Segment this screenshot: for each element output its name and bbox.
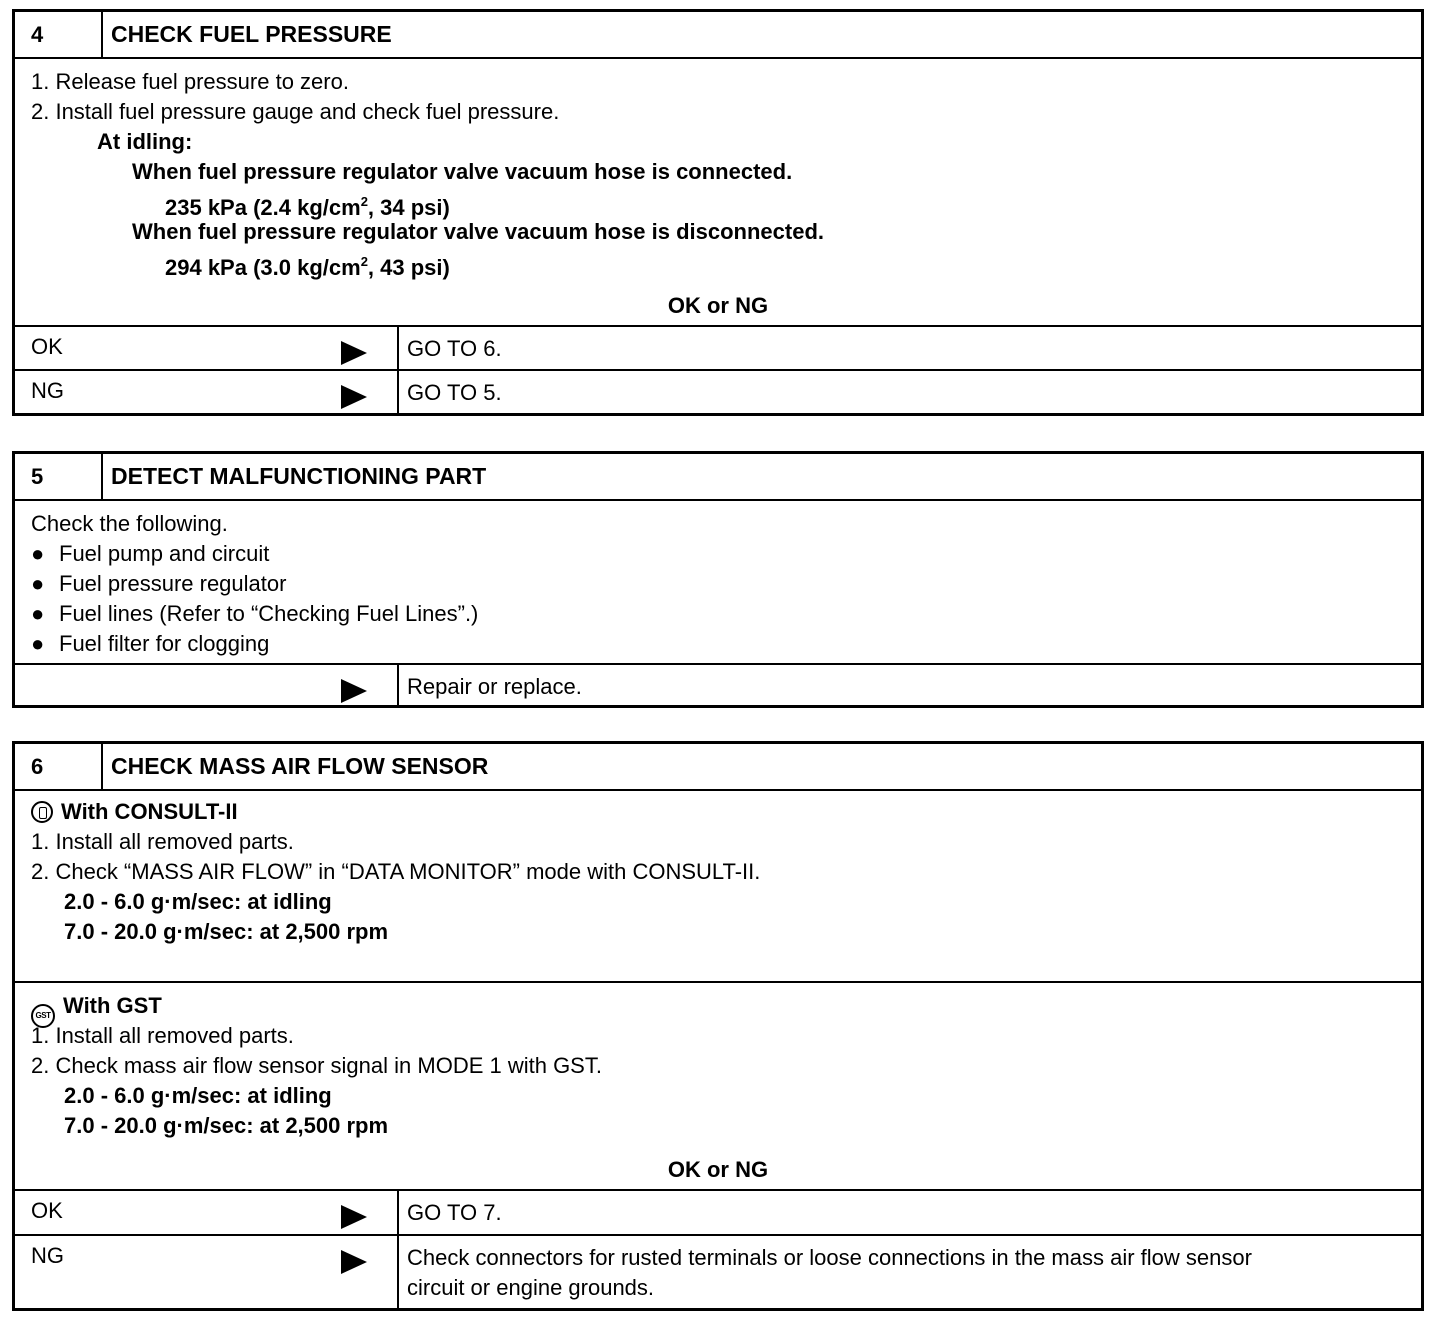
- list-item: ● Fuel pressure regulator: [31, 569, 286, 599]
- consult-heading: With CONSULT-II: [31, 797, 238, 827]
- instruction-line: 1. Release fuel pressure to zero.: [31, 69, 349, 94]
- result-action: GO TO 7.: [407, 1200, 502, 1225]
- ok-or-ng-label: OK or NG: [667, 1157, 769, 1182]
- result-row-ok: [15, 1189, 1421, 1234]
- step-title: CHECK FUEL PRESSURE: [111, 21, 392, 47]
- instruction-line: 2. Check “MASS AIR FLOW” in “DATA MONITOR” mode with CONSULT-II.: [31, 859, 761, 884]
- gst-heading: GST With GST: [31, 991, 162, 1028]
- result-action: GO TO 5.: [407, 380, 502, 405]
- result-label: OK: [15, 1191, 399, 1234]
- step-6-header: [15, 744, 1421, 791]
- result-label: NG: [15, 1236, 399, 1310]
- result-action: GO TO 6.: [407, 336, 502, 361]
- result-action: Check connectors for rusted terminals or loose connections in the mass air flow sensor circuit or engine grounds.: [407, 1245, 1252, 1300]
- arrow-right-icon: [341, 1250, 367, 1274]
- step-4-block: [12, 9, 1424, 416]
- instruction-line: 2. Install fuel pressure gauge and check fuel pressure.: [31, 99, 560, 124]
- instruction-line: 1. Install all removed parts.: [31, 829, 294, 854]
- arrow-right-icon: [341, 385, 367, 409]
- consult-tool-icon: [31, 801, 53, 823]
- step-number: 4: [15, 12, 103, 57]
- result-row-ng: [15, 1234, 1421, 1310]
- step-number: 5: [15, 454, 103, 499]
- step-5-block: [12, 451, 1424, 708]
- result-row-ok: [15, 325, 1421, 369]
- step-4-header: [15, 12, 1421, 59]
- section-divider: [15, 981, 1421, 983]
- instruction-line: 1. Install all removed parts.: [31, 1023, 294, 1048]
- step-title: CHECK MASS AIR FLOW SENSOR: [111, 753, 489, 779]
- spec-value: 2.0 - 6.0 g·m/sec: at idling: [64, 1083, 332, 1108]
- step-6-body: [15, 791, 1421, 1189]
- bullet-icon: ●: [31, 541, 45, 566]
- arrow-right-icon: [341, 1205, 367, 1229]
- step-5-body: [15, 501, 1421, 663]
- step-5-header: [15, 454, 1421, 501]
- result-label: NG: [15, 371, 399, 415]
- result-action: Repair or replace.: [407, 674, 582, 699]
- ok-or-ng-label: OK or NG: [667, 293, 769, 318]
- bullet-icon: ●: [31, 631, 45, 656]
- spec-value: 7.0 - 20.0 g·m/sec: at 2,500 rpm: [64, 1113, 389, 1138]
- arrow-right-icon: [341, 341, 367, 365]
- condition-line: When fuel pressure regulator valve vacuum hose is disconnected.: [132, 219, 824, 244]
- spec-value: 7.0 - 20.0 g·m/sec: at 2,500 rpm: [64, 919, 389, 944]
- result-label: [15, 665, 399, 708]
- result-label: OK: [15, 327, 399, 369]
- list-item: ● Fuel filter for clogging: [31, 629, 269, 659]
- intro-text: Check the following.: [31, 511, 228, 536]
- spec-value: 235 kPa (2.4 $kg/cm^2$, 34 psi): [165, 194, 450, 220]
- bullet-icon: ●: [31, 601, 45, 626]
- arrow-right-icon: [341, 679, 367, 703]
- step-6-block: [12, 741, 1424, 1311]
- spec-value: 2.0 - 6.0 g·m/sec: at idling: [64, 889, 332, 914]
- list-item: ● Fuel pump and circuit: [31, 539, 269, 569]
- bullet-icon: ●: [31, 571, 45, 596]
- instruction-line: 2. Check mass air flow sensor signal in MODE 1 with GST.: [31, 1053, 602, 1078]
- step-number: 6: [15, 744, 103, 789]
- condition-heading: At idling:: [97, 129, 193, 154]
- result-row-ng: [15, 369, 1421, 415]
- list-item: ● Fuel lines (Refer to “Checking Fuel Lines”.): [31, 599, 478, 629]
- condition-line: When fuel pressure regulator valve vacuum hose is connected.: [132, 159, 793, 184]
- step-title: DETECT MALFUNCTIONING PART: [111, 463, 487, 489]
- gst-tool-icon: GST: [31, 1004, 55, 1028]
- step-4-body: [15, 59, 1421, 325]
- result-row: [15, 663, 1421, 708]
- spec-value: 294 kPa (3.0 $kg/cm^2$, 43 psi): [165, 254, 450, 280]
